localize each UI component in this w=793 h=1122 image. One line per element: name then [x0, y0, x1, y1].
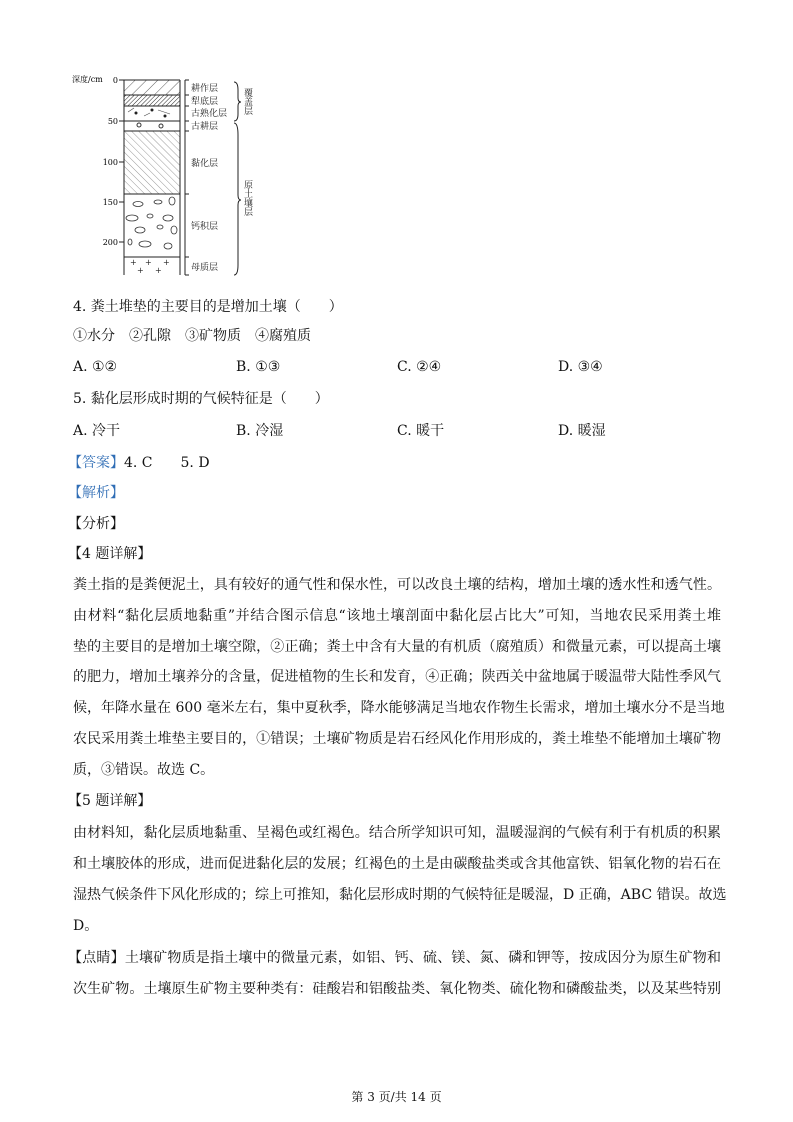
svg-text:+: + — [130, 258, 137, 267]
detail5-line: 湿热气候条件下风化形成的；综上可推知，黏化层形成时期的气候特征是暖湿，D 正确，ABC 错误。故选 — [73, 887, 727, 903]
tick-label: 0 — [112, 76, 118, 85]
detail4-line: 由材料“黏化层质地黏重”并结合图示信息“该地土壤剖面中黏化层占比大”可知，当地农民采用粪土堆 — [73, 608, 721, 624]
layer-label: 犁底层 — [191, 97, 219, 107]
layer-label: 母质层 — [191, 263, 219, 273]
group-label: 原土壤层 — [242, 180, 252, 216]
svg-text:+: + — [163, 258, 170, 267]
q4-stem: 4. 粪土堆垫的主要目的是增加土壤（ ） — [73, 299, 343, 315]
svg-text:+: + — [137, 266, 144, 275]
q4-option-a: A. ①② — [73, 359, 118, 375]
detail4-line: 的肥力，增加土壤养分的含量，促进植物的生长和发育，④正确；陕西关中盆地属于暖温带大陆性季风气 — [73, 669, 721, 685]
detail4-line: 农民采用粪土堆垫主要目的，①错误；土壤矿物质是岩石经风化作用形成的，粪土堆垫不能增加土壤矿物 — [73, 731, 721, 747]
tick-label: 50 — [107, 117, 118, 126]
detail5-line: 由材料知，黏化层质地黏重、呈褐色或红褐色。结合所学知识可知，温暖湿润的气候有利于有机质的积累 — [73, 825, 721, 841]
fenxi-label: 【分析】 — [68, 516, 124, 532]
detail5-line: 和土壤胶体的形成，进而促进黏化层的发展；红褐色的土是由碳酸盐类或含其他富铁、铝氧化物的岩石在 — [73, 856, 721, 872]
layer-label: 钙积层 — [191, 222, 219, 232]
q4-option-d: D. ③④ — [558, 359, 603, 375]
q5-option-a: A. 冷干 — [73, 423, 121, 439]
analysis-label: 【解析】 — [68, 485, 124, 501]
tick-label: 100 — [102, 158, 118, 167]
tick-label: 200 — [102, 238, 118, 247]
q5-option-d: D. 暖湿 — [558, 423, 606, 439]
q4-option-c: C. ②④ — [397, 359, 442, 375]
detail4-label: 【4 题详解】 — [68, 546, 152, 562]
detail5-line: D。 — [73, 918, 99, 934]
detail4-line: 垫的主要目的是增加土壤空隙，②正确；粪土中含有大量的有机质（腐殖质）和微量元素，可以提高土壤 — [73, 639, 721, 655]
q5-option-b: B. 冷湿 — [236, 423, 284, 439]
dianjing-text: 土壤矿物质是指土壤中的微量元素，如铝、钙、硫、镁、氮、磷和钾等，按成因分为原生矿物和 — [124, 950, 722, 966]
q5-option-c: C. 暖干 — [397, 423, 445, 439]
dianjing-line: 次生矿物。土壤原生矿物主要种类有：硅酸岩和铝酸盐类、氧化物类、硫化物和磷酸盐类，以及某些特别 — [73, 981, 721, 997]
q4-items: ①水分 ②孔隙 ③矿物质 ④腐殖质 — [73, 328, 311, 344]
answer-text: 4. C 5. D — [124, 455, 210, 471]
detail4-line: 粪土指的是粪便泥土，具有较好的通气性和保水性，可以改良土壤的结构，增加土壤的透水性和透气性。 — [73, 577, 721, 593]
depth-axis-label: 深度/cm — [72, 75, 103, 84]
page-footer: 第 3 页/共 14 页 — [351, 1090, 442, 1104]
layer-label: 古熟化层 — [191, 109, 228, 119]
svg-text:+: + — [155, 266, 162, 275]
layer-label: 黏化层 — [191, 159, 219, 169]
answer-line — [68, 454, 210, 472]
q5-stem: 5. 黏化层形成时期的气候特征是（ ） — [73, 391, 329, 407]
layer-label: 古耕层 — [191, 122, 219, 132]
layer-label: 耕作层 — [191, 84, 219, 94]
tick-label: 150 — [102, 198, 118, 207]
soil-profile-diagram — [0, 0, 793, 290]
detail5-label: 【5 题详解】 — [68, 793, 152, 809]
dianjing-label: 【点睛】 — [68, 950, 125, 966]
detail4-line: 质，③错误。故选 C。 — [73, 762, 215, 778]
svg-text:+: + — [145, 258, 152, 267]
group-label: 覆盖层 — [242, 88, 252, 115]
answer-label: 【答案】 — [68, 455, 124, 471]
dianjing-line — [68, 949, 721, 967]
detail4-line: 候，年降水量在 600 毫米左右，集中夏秋季，降水能够满足当地农作物生长需求，增加土壤水分不是当地 — [73, 700, 725, 716]
q4-option-b: B. ①③ — [236, 359, 281, 375]
